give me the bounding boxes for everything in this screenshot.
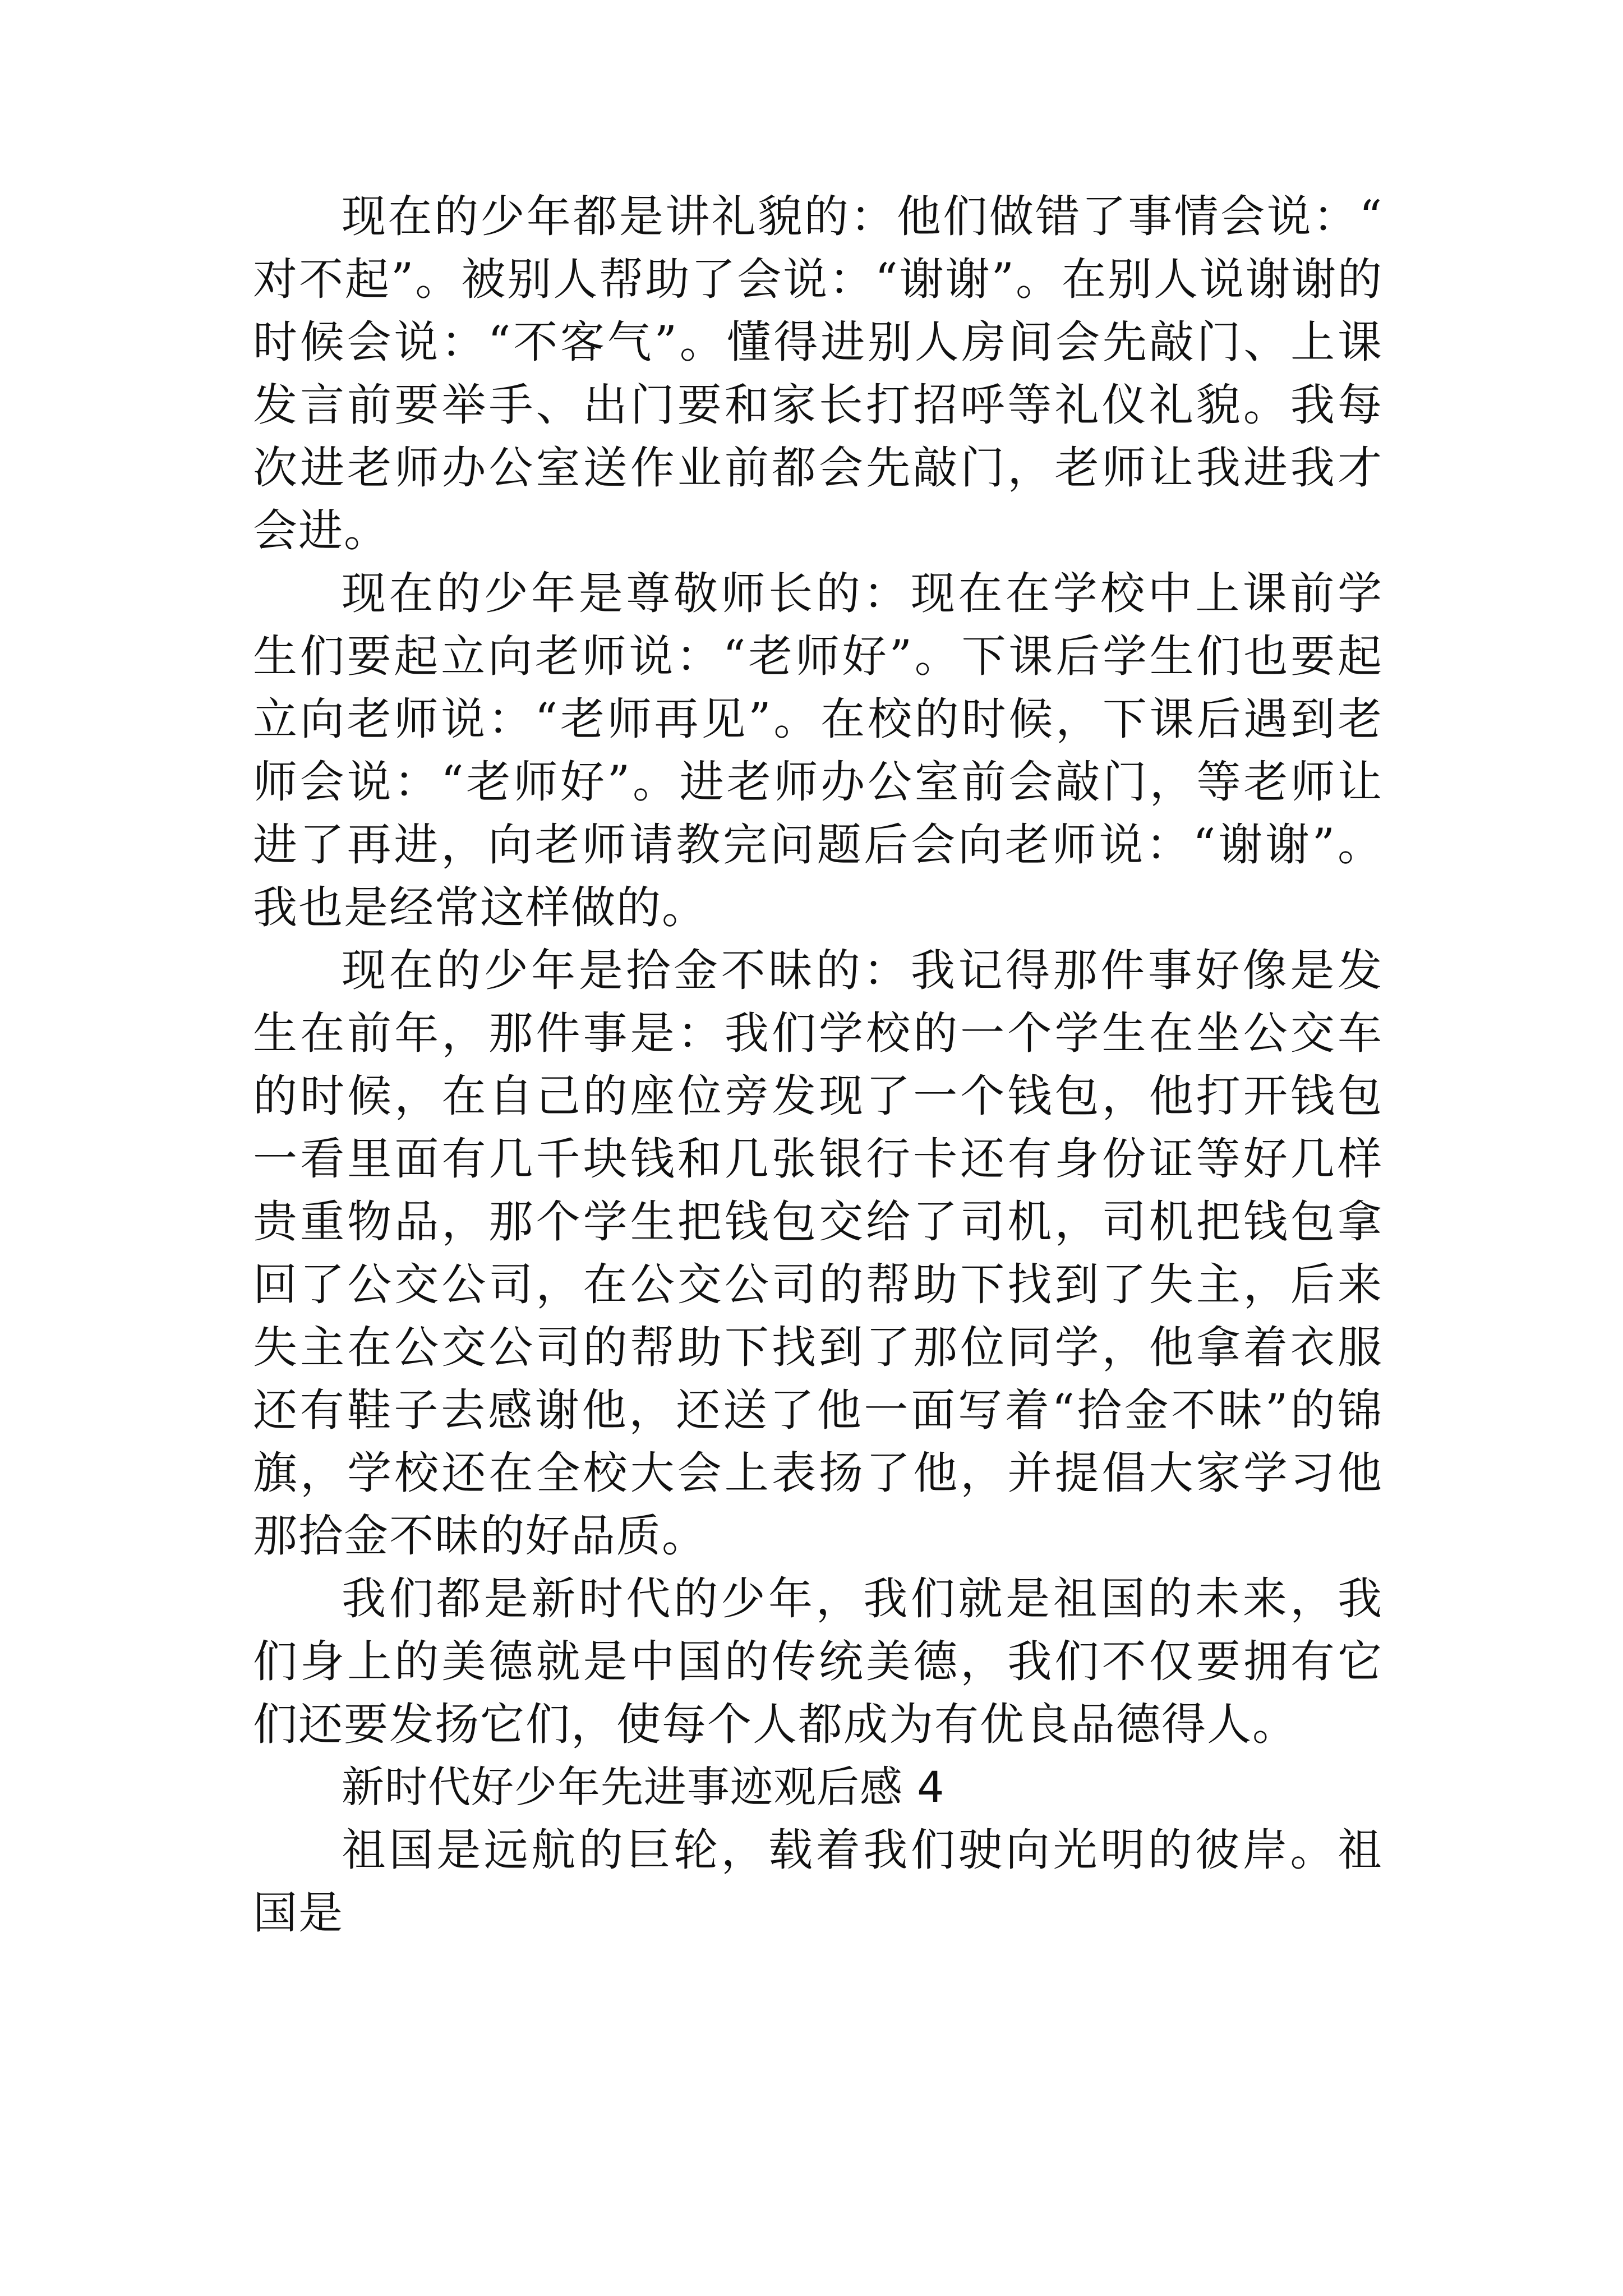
section-heading: 新时代好少年先进事迹观后感 4	[342, 1762, 945, 1812]
paragraph-honesty: 现在的少年是拾金不昧的：我记得那件事好像是发生在前年，那件事是：我们学校的一个学生在坐公交车的时候，在自己的座位旁发现了一个钱包，他打开钱包一看里面有几千块钱和几张银行卡还有身份证等好几样贵重物品，那个学生把钱包交给了司机，司机把钱包拿回了公交公司，在公交公司的帮助下找到了失主，后来失主在公交公司的帮助下找到了那位同学，他拿着衣服还有鞋子去感谢他，还送了他一面写着“拾金不昧”的锦旗，学校还在全校大会上表扬了他，并提倡大家学习他那拾金不昧的好品质。	[253, 945, 1383, 1562]
paragraph-respect-teachers: 现在的少年是尊敬师长的：现在在学校中上课前学生们要起立向老师说：“老师好”。下课后学生们也要起立向老师说：“老师再见”。在校的时候，下课后遇到老师会说：“老师好”。进老师办公室前会敲门，等老师让进了再进，向老师请教完问题后会向老师说：“谢谢”。我也是经常这样做的。	[253, 568, 1383, 933]
paragraph-motherland: 祖国是远航的巨轮，载着我们驶向光明的彼岸。祖国是	[253, 1824, 1383, 1939]
document-body	[253, 185, 1383, 1944]
paragraph-conclusion: 我们都是新时代的少年，我们就是祖国的未来，我们身上的美德就是中国的传统美德，我们不仅要拥有它们还要发扬它们，使每个人都成为有优良品德得人。	[253, 1573, 1383, 1750]
paragraph-politeness: 现在的少年都是讲礼貌的：他们做错了事情会说：“对不起”。被别人帮助了会说：“谢谢”。在别人说谢谢的时候会说：“不客气”。懂得进别人房间会先敲门、上课发言前要举手、出门要和家长打招呼等礼仪礼貌。我每次进老师办公室送作业前都会先敲门，老师让我进我才会进。	[253, 191, 1383, 556]
